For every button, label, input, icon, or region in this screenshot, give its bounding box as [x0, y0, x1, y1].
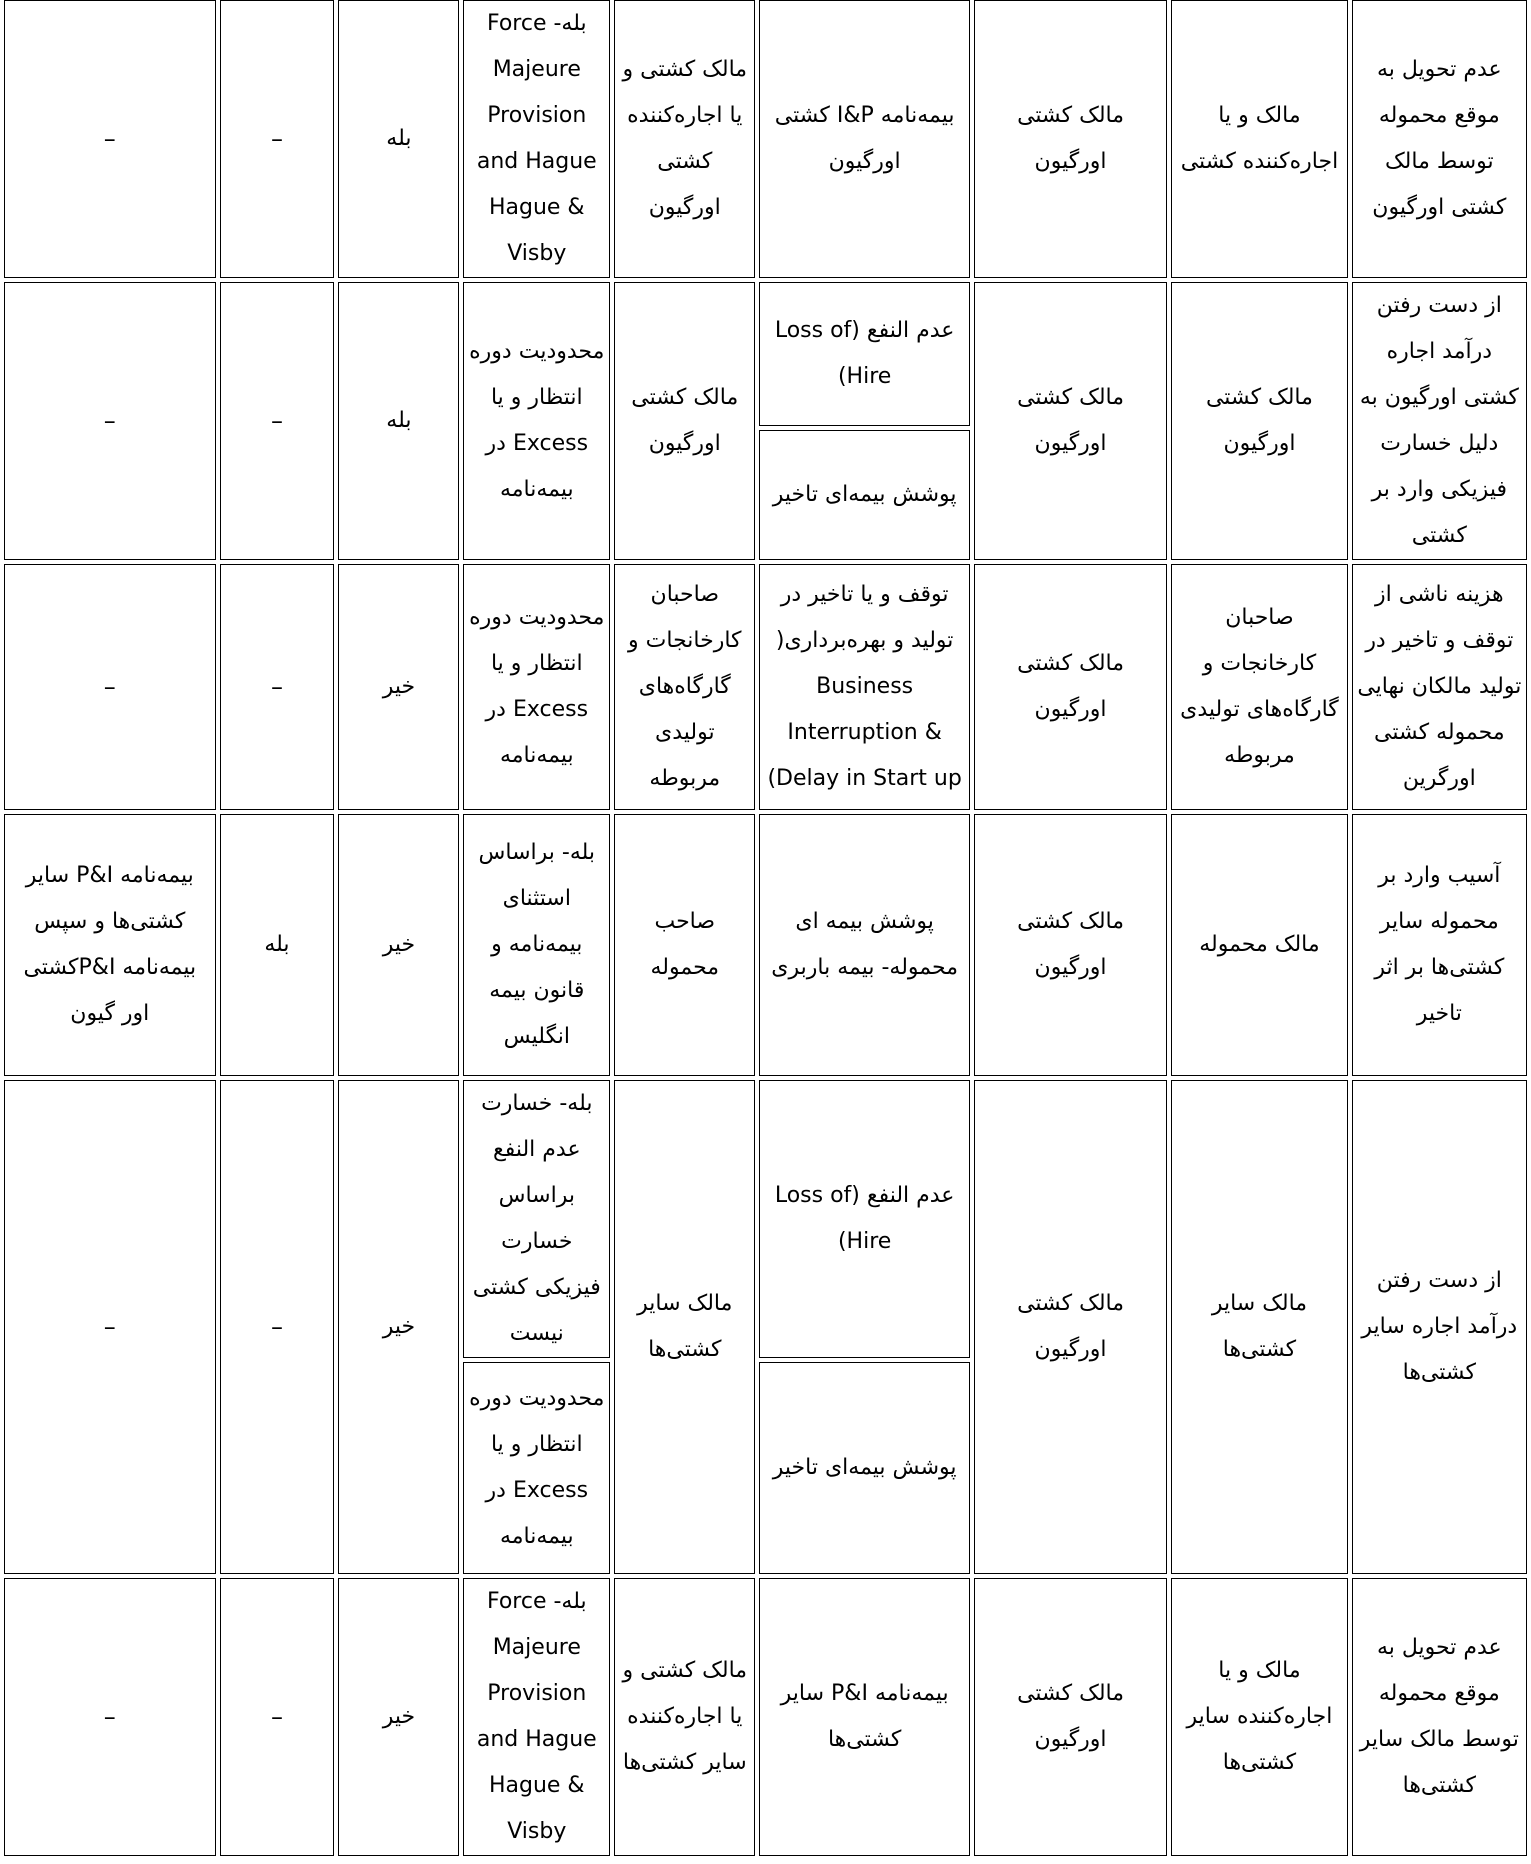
cell-answer-2: –: [220, 282, 335, 560]
cell-insurance-cover: عدم النفع (Loss of Hire): [759, 1080, 969, 1358]
cell-beneficiary: مالک سایر کشتی‌ها: [614, 1080, 755, 1574]
cell-risk-description: از دست رفتن درآمد اجاره کشتی اورگیون به دلیل خسارت فیزیکی وارد بر کشتی: [1352, 282, 1527, 560]
cell-damaged-party: مالک و یا اجاره‌کننده سایر کشتی‌ها: [1171, 1578, 1347, 1856]
cell-limitation: بله- خسارت عدم النفع براساس خسارت فیزیکی کشتی نیست: [463, 1080, 610, 1358]
cell-damaged-party: مالک کشتی اورگیون: [1171, 282, 1347, 560]
cell-beneficiary: مالک کشتی و یا اجاره‌کننده کشتی اورگیون: [614, 0, 755, 278]
cell-limitation: بله- Force Majeure Provision and Hague Hague & Visby: [463, 0, 610, 278]
cell-insurance-cover: پوشش بیمه‌ای تاخیر: [759, 430, 969, 560]
cell-insurance-cover: پوشش بیمه ای محموله- بیمه باربری: [759, 814, 969, 1076]
cell-responsible-insurance: –: [4, 282, 216, 560]
cell-risk-description: آسیب وارد بر محموله سایر کشتی‌ها بر اثر تاخیر: [1352, 814, 1527, 1076]
cell-beneficiary: صاحب محموله: [614, 814, 755, 1076]
cell-answer-1: خیر: [338, 564, 459, 810]
cell-answer-1: بله: [338, 282, 459, 560]
cell-liable-party: مالک کشتی اورگیون: [974, 564, 1167, 810]
cell-beneficiary: مالک کشتی و یا اجاره‌کننده سایر کشتی‌ها: [614, 1578, 755, 1856]
cell-responsible-insurance: –: [4, 0, 216, 278]
table-row: [4, 1578, 1527, 1856]
cell-responsible-insurance: –: [4, 1080, 216, 1574]
cell-damaged-party: صاحبان کارخانجات و گارگاه‌های تولیدی مربوطه: [1171, 564, 1347, 810]
cell-insurance-cover: توقف و یا تاخیر در تولید و بهره‌برداری( Business Interruption & Delay in Start up): [759, 564, 969, 810]
cell-limitation: محدودیت دوره انتظار و یا Excess در بیمه‌نامه: [463, 564, 610, 810]
cell-answer-2: بله: [220, 814, 335, 1076]
cell-limitation: محدودیت دوره انتظار و یا Excess در بیمه‌نامه: [463, 282, 610, 560]
cell-answer-1: خیر: [338, 814, 459, 1076]
cell-liable-party: مالک کشتی اورگیون: [974, 282, 1167, 560]
cell-liable-party: مالک کشتی اورگیون: [974, 1080, 1167, 1574]
cell-damaged-party: مالک و یا اجاره‌کننده کشتی: [1171, 0, 1347, 278]
cell-limitation: بله- Force Majeure Provision and Hague Hague & Visby: [463, 1578, 610, 1856]
cell-liable-party: مالک کشتی اورگیون: [974, 814, 1167, 1076]
cell-risk-description: عدم تحویل به موقع محموله توسط مالک کشتی اورگیون: [1352, 0, 1527, 278]
cell-answer-1: خیر: [338, 1080, 459, 1574]
cell-responsible-insurance: –: [4, 1578, 216, 1856]
cell-answer-1: خیر: [338, 1578, 459, 1856]
cell-beneficiary: صاحبان کارخانجات و گارگاه‌های تولیدی مربوطه: [614, 564, 755, 810]
cell-responsible-insurance: بیمه‌نامه P&I سایر کشتی‌ها و سپس بیمه‌نامه P&Iکشتی اور گیون: [4, 814, 216, 1076]
cell-liable-party: مالک کشتی اورگیون: [974, 0, 1167, 278]
cell-beneficiary: مالک کشتی اورگیون: [614, 282, 755, 560]
table-row: [4, 0, 1527, 278]
table-row: [4, 282, 1527, 426]
cell-damaged-party: مالک سایر کشتی‌ها: [1171, 1080, 1347, 1574]
table-row: [4, 564, 1527, 810]
cell-answer-2: –: [220, 0, 335, 278]
cell-limitation: بله- براساس استثنای بیمه‌نامه و قانون بیمه انگلیس: [463, 814, 610, 1076]
cell-damaged-party: مالک محموله: [1171, 814, 1347, 1076]
cell-answer-2: –: [220, 564, 335, 810]
table-row: [4, 1080, 1527, 1358]
cell-responsible-insurance: –: [4, 564, 216, 810]
cell-risk-description: از دست رفتن درآمد اجاره سایر کشتی‌ها: [1352, 1080, 1527, 1574]
table-row: [4, 814, 1527, 1076]
cell-limitation: محدودیت دوره انتظار و یا Excess در بیمه‌نامه: [463, 1362, 610, 1574]
cell-risk-description: هزینه ناشی از توقف و تاخیر در تولید مالکان نهایی محموله کشتی اورگرین: [1352, 564, 1527, 810]
cell-answer-2: –: [220, 1080, 335, 1574]
cell-liable-party: مالک کشتی اورگیون: [974, 1578, 1167, 1856]
cell-insurance-cover: بیمه‌نامه I&P کشتی اورگیون: [759, 0, 969, 278]
cell-insurance-cover: عدم النفع (Loss of Hire): [759, 282, 969, 426]
cell-risk-description: عدم تحویل به موقع محموله توسط مالک سایر کشتی‌ها: [1352, 1578, 1527, 1856]
cell-answer-1: بله: [338, 0, 459, 278]
cell-answer-2: –: [220, 1578, 335, 1856]
cell-insurance-cover: بیمه‌نامه P&I سایر کشتی‌ها: [759, 1578, 969, 1856]
cell-insurance-cover: پوشش بیمه‌ای تاخیر: [759, 1362, 969, 1574]
